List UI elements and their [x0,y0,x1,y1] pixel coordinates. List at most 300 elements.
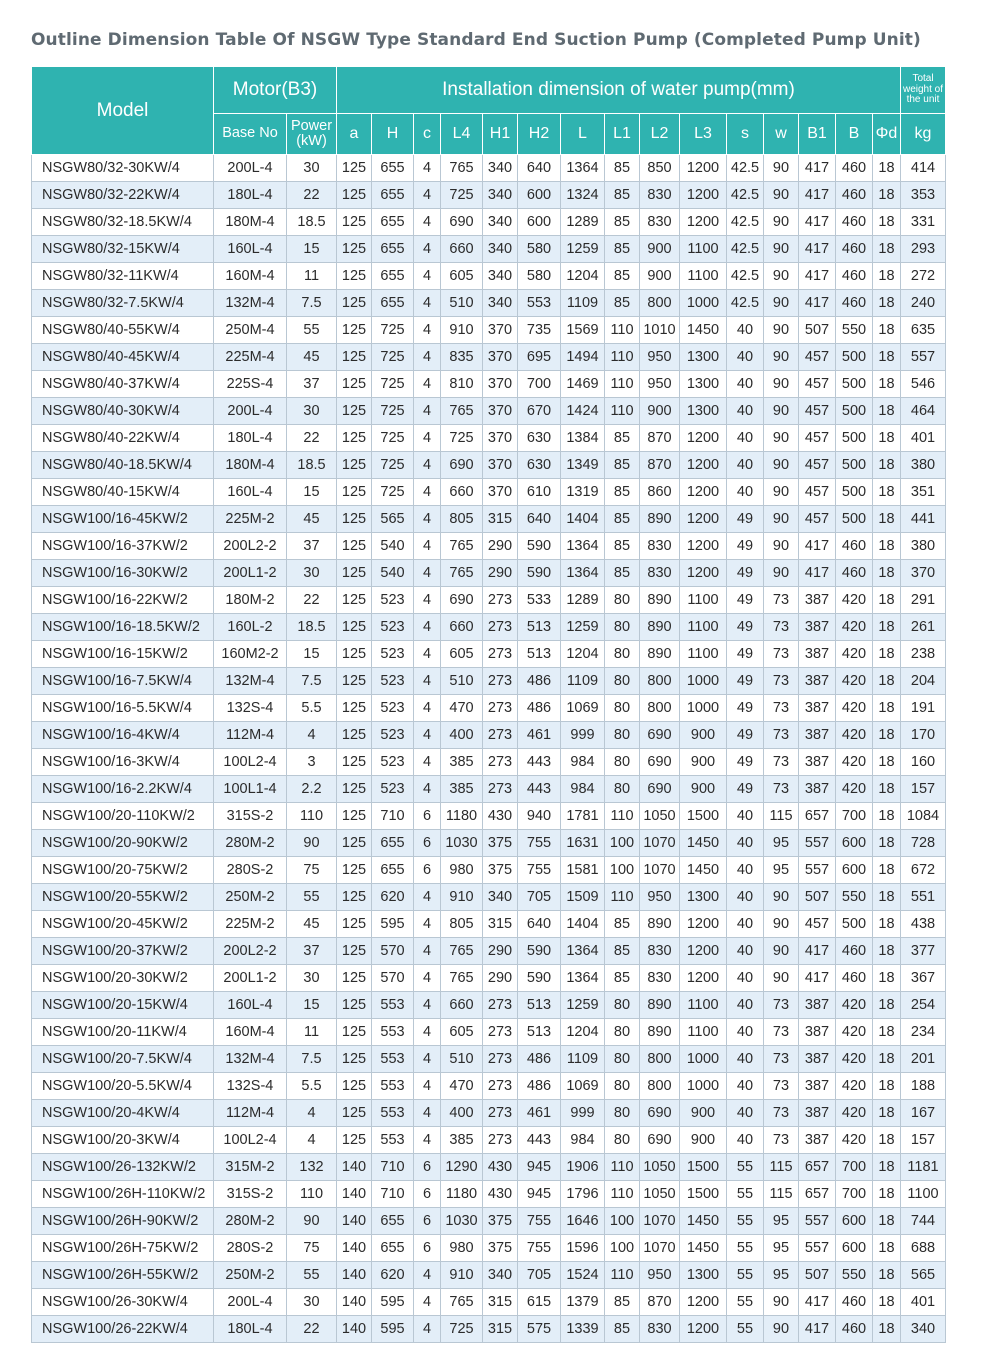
table-cell: 160M2-2 [214,641,287,668]
table-cell: 744 [901,1208,946,1235]
table-cell: 984 [561,749,605,776]
table-row [32,1235,946,1262]
table-cell: 600 [836,830,873,857]
table-cell: 100 [605,830,640,857]
table-cell: 340 [483,290,518,317]
table-cell: 615 [518,1289,561,1316]
table-cell: 18 [873,776,901,803]
table-cell: 280M-2 [214,830,287,857]
table-cell: 700 [518,371,561,398]
table-cell: 55 [287,1262,337,1289]
table-cell: 40 [727,1073,764,1100]
table-cell: 160M-4 [214,263,287,290]
table-cell: 80 [605,614,640,641]
table-cell: 18 [873,1289,901,1316]
header-dim: L1 [605,114,640,155]
table-cell: 600 [518,209,561,236]
table-cell: 90 [764,506,799,533]
table-cell: 290 [483,533,518,560]
table-cell: 49 [727,587,764,614]
table-cell: 900 [680,776,727,803]
table-cell: 657 [799,803,836,830]
table-cell: 73 [764,749,799,776]
table-cell: 755 [518,830,561,857]
table-cell: 18 [873,1046,901,1073]
table-cell: 4 [287,722,337,749]
table-cell: 1200 [680,938,727,965]
table-cell: 580 [518,263,561,290]
table-cell: 234 [901,1019,946,1046]
table-row [32,641,946,668]
table-cell: 457 [799,479,836,506]
table-cell: 90 [764,452,799,479]
table-cell: 725 [372,425,414,452]
table-cell: 160M-4 [214,1019,287,1046]
table-cell: 18 [873,479,901,506]
table-cell: 557 [901,344,946,371]
table-cell: 200L2-2 [214,533,287,560]
header-dim: H1 [483,114,518,155]
table-cell: 22 [287,425,337,452]
table-cell: 523 [372,749,414,776]
table-cell: 85 [605,1316,640,1343]
table-cell: 1030 [441,1208,483,1235]
table-cell: 553 [372,1046,414,1073]
model-cell: NSGW80/32-30KW/4 [32,155,214,182]
table-row [32,722,946,749]
table-cell: 513 [518,992,561,1019]
table-cell: 500 [836,452,873,479]
table-cell: 1070 [640,830,680,857]
table-cell: 315 [483,506,518,533]
model-cell: NSGW80/40-30KW/4 [32,398,214,425]
table-cell: 238 [901,641,946,668]
table-cell: 580 [518,236,561,263]
model-cell: NSGW100/16-5.5KW/4 [32,695,214,722]
table-cell: 1364 [561,938,605,965]
table-cell: 125 [337,911,372,938]
table-cell: 90 [764,965,799,992]
table-cell: 125 [337,317,372,344]
table-cell: 85 [605,479,640,506]
table-cell: 1259 [561,614,605,641]
table-cell: 30 [287,398,337,425]
table-cell: 160L-2 [214,614,287,641]
table-cell: 18 [873,155,901,182]
header-dim: Φd [873,114,901,155]
table-cell: 590 [518,965,561,992]
model-cell: NSGW100/20-30KW/2 [32,965,214,992]
table-cell: 90 [764,155,799,182]
table-cell: 4 [414,560,441,587]
table-cell: 375 [483,1235,518,1262]
table-cell: 655 [372,155,414,182]
table-cell: 7.5 [287,1046,337,1073]
table-cell: 387 [799,641,836,668]
table-cell: 132S-4 [214,695,287,722]
model-cell: NSGW100/16-37KW/2 [32,533,214,560]
table-cell: 1200 [680,452,727,479]
table-cell: 900 [640,236,680,263]
table-cell: 565 [372,506,414,533]
table-cell: 420 [836,722,873,749]
table-cell: 4 [414,722,441,749]
table-cell: 18 [873,938,901,965]
table-cell: 999 [561,722,605,749]
table-cell: 55 [727,1208,764,1235]
table-cell: 1200 [680,911,727,938]
table-cell: 37 [287,938,337,965]
table-cell: 420 [836,614,873,641]
table-cell: 4 [287,1127,337,1154]
table-cell: 890 [640,587,680,614]
table-cell: 250M-2 [214,1262,287,1289]
header-dim: H2 [518,114,561,155]
table-cell: 95 [764,1208,799,1235]
model-cell: NSGW100/16-7.5KW/4 [32,668,214,695]
table-cell: 80 [605,749,640,776]
table-cell: 125 [337,776,372,803]
table-cell: 80 [605,641,640,668]
table-cell: 655 [372,290,414,317]
table-cell: 273 [483,695,518,722]
table-cell: 523 [372,722,414,749]
model-cell: NSGW100/26-30KW/4 [32,1289,214,1316]
table-cell: 4 [414,641,441,668]
table-cell: 18 [873,1127,901,1154]
table-row [32,317,946,344]
table-cell: 513 [518,1019,561,1046]
table-cell: 1581 [561,857,605,884]
table-cell: 700 [836,1181,873,1208]
table-cell: 100 [605,857,640,884]
table-cell: 1300 [680,398,727,425]
table-cell: 340 [483,1262,518,1289]
table-cell: 620 [372,1262,414,1289]
table-cell: 900 [640,263,680,290]
table-cell: 73 [764,1073,799,1100]
table-cell: 630 [518,452,561,479]
table-cell: 1070 [640,1208,680,1235]
table-cell: 700 [836,803,873,830]
table-cell: 500 [836,398,873,425]
table-cell: 387 [799,1100,836,1127]
table-cell: 157 [901,776,946,803]
table-cell: 570 [372,938,414,965]
table-cell: 385 [441,776,483,803]
table-cell: 112M-4 [214,1100,287,1127]
table-cell: 125 [337,425,372,452]
table-row [32,1181,946,1208]
table-cell: 690 [640,1100,680,1127]
table-cell: 22 [287,587,337,614]
table-cell: 95 [764,1262,799,1289]
table-cell: 1181 [901,1154,946,1181]
table-cell: 830 [640,533,680,560]
table-cell: 387 [799,1127,836,1154]
table-cell: 387 [799,992,836,1019]
table-cell: 293 [901,236,946,263]
table-cell: 125 [337,209,372,236]
table-row [32,533,946,560]
table-cell: 375 [483,830,518,857]
model-cell: NSGW100/20-3KW/4 [32,1127,214,1154]
table-cell: 140 [337,1289,372,1316]
table-cell: 550 [836,1262,873,1289]
model-cell: NSGW100/16-15KW/2 [32,641,214,668]
table-cell: 132M-4 [214,290,287,317]
table-cell: 830 [640,938,680,965]
table-cell: 273 [483,1046,518,1073]
table-cell: 90 [764,236,799,263]
table-cell: 457 [799,452,836,479]
table-cell: 80 [605,695,640,722]
table-cell: 400 [441,1100,483,1127]
table-cell: 1500 [680,803,727,830]
table-cell: 1109 [561,1046,605,1073]
table-cell: 655 [372,1235,414,1262]
table-cell: 18.5 [287,209,337,236]
table-cell: 1204 [561,641,605,668]
table-row [32,965,946,992]
table-cell: 460 [836,155,873,182]
table-cell: 830 [640,965,680,992]
table-cell: 513 [518,614,561,641]
table-cell: 85 [605,938,640,965]
table-cell: 640 [518,506,561,533]
table-cell: 600 [836,1235,873,1262]
table-cell: 49 [727,641,764,668]
table-cell: 830 [640,182,680,209]
table-cell: 18 [873,425,901,452]
table-cell: 18 [873,1154,901,1181]
table-cell: 49 [727,776,764,803]
table-cell: 273 [483,641,518,668]
table-cell: 1364 [561,560,605,587]
table-cell: 11 [287,263,337,290]
table-cell: 340 [901,1316,946,1343]
table-cell: 132S-4 [214,1073,287,1100]
table-cell: 140 [337,1262,372,1289]
table-cell: 640 [518,155,561,182]
table-cell: 1500 [680,1154,727,1181]
table-row [32,749,946,776]
table-cell: 1364 [561,155,605,182]
table-cell: 18 [873,668,901,695]
header-dim: w [764,114,799,155]
table-cell: 1010 [640,317,680,344]
table-cell: 4 [414,1289,441,1316]
table-row [32,263,946,290]
table-cell: 272 [901,263,946,290]
table-cell: 254 [901,992,946,1019]
table-cell: 18 [873,1073,901,1100]
table-cell: 420 [836,641,873,668]
table-cell: 201 [901,1046,946,1073]
table-cell: 5.5 [287,1073,337,1100]
table-cell: 460 [836,965,873,992]
table-cell: 90 [287,830,337,857]
model-cell: NSGW80/40-18.5KW/4 [32,452,214,479]
table-cell: 385 [441,1127,483,1154]
table-cell: 95 [764,830,799,857]
table-cell: 655 [372,209,414,236]
table-cell: 42.5 [727,209,764,236]
table-cell: 85 [605,182,640,209]
table-cell: 100 [605,1235,640,1262]
model-cell: NSGW100/20-5.5KW/4 [32,1073,214,1100]
table-cell: 705 [518,1262,561,1289]
table-cell: 85 [605,1289,640,1316]
table-cell: 805 [441,506,483,533]
table-cell: 4 [414,236,441,263]
table-cell: 40 [727,1100,764,1127]
table-cell: 37 [287,533,337,560]
table-cell: 125 [337,992,372,1019]
table-cell: 273 [483,992,518,1019]
table-cell: 30 [287,1289,337,1316]
table-cell: 85 [605,425,640,452]
table-cell: 167 [901,1100,946,1127]
table-cell: 315 [483,911,518,938]
table-cell: 401 [901,1289,946,1316]
table-cell: 90 [764,479,799,506]
table-cell: 225M-2 [214,506,287,533]
table-cell: 40 [727,884,764,911]
table-cell: 273 [483,749,518,776]
table-cell: 755 [518,857,561,884]
table-cell: 273 [483,668,518,695]
table-cell: 387 [799,614,836,641]
table-cell: 125 [337,1019,372,1046]
table-cell: 30 [287,560,337,587]
table-cell: 765 [441,965,483,992]
table-cell: 55 [727,1289,764,1316]
table-cell: 1290 [441,1154,483,1181]
table-row [32,398,946,425]
table-cell: 984 [561,1127,605,1154]
table-row [32,1127,946,1154]
table-cell: 18 [873,236,901,263]
table-cell: 945 [518,1154,561,1181]
table-cell: 18 [873,506,901,533]
table-cell: 830 [640,560,680,587]
table-cell: 655 [372,182,414,209]
table-cell: 464 [901,398,946,425]
table-cell: 1050 [640,1181,680,1208]
table-cell: 830 [640,209,680,236]
table-cell: 387 [799,587,836,614]
page-title: Outline Dimension Table Of NSGW Type Standard End Suction Pump (Completed Pump Unit) [31,30,921,50]
model-cell: NSGW100/26H-75KW/2 [32,1235,214,1262]
table-cell: 457 [799,398,836,425]
table-cell: 18 [873,317,901,344]
header-dim: B1 [799,114,836,155]
table-cell: 80 [605,587,640,614]
table-cell: 672 [901,857,946,884]
table-cell: 640 [518,911,561,938]
table-cell: 690 [441,452,483,479]
table-cell: 710 [372,1154,414,1181]
table-cell: 73 [764,992,799,1019]
model-cell: NSGW80/40-37KW/4 [32,371,214,398]
table-cell: 380 [901,452,946,479]
table-cell: 710 [372,1181,414,1208]
table-cell: 1450 [680,317,727,344]
table-cell: 590 [518,560,561,587]
table-cell: 570 [372,965,414,992]
table-cell: 890 [640,992,680,1019]
table-cell: 605 [441,1019,483,1046]
table-row [32,1073,946,1100]
table-cell: 557 [799,857,836,884]
table-cell: 37 [287,371,337,398]
table-row [32,776,946,803]
table-cell: 387 [799,1073,836,1100]
table-cell: 6 [414,1181,441,1208]
table-cell: 1781 [561,803,605,830]
table-cell: 132M-4 [214,668,287,695]
table-cell: 200L1-2 [214,560,287,587]
table-cell: 377 [901,938,946,965]
table-cell: 73 [764,641,799,668]
table-cell: 420 [836,1127,873,1154]
table-cell: 90 [764,938,799,965]
table-cell: 765 [441,398,483,425]
table-cell: 273 [483,587,518,614]
table-cell: 890 [640,1019,680,1046]
table-cell: 945 [518,1181,561,1208]
table-cell: 132M-4 [214,1046,287,1073]
table-cell: 180M-4 [214,452,287,479]
table-cell: 22 [287,182,337,209]
table-cell: 315S-2 [214,1181,287,1208]
table-cell: 340 [483,155,518,182]
table-cell: 90 [764,182,799,209]
table-cell: 1450 [680,830,727,857]
table-cell: 443 [518,776,561,803]
table-cell: 18 [873,263,901,290]
table-cell: 457 [799,371,836,398]
table-cell: 49 [727,533,764,560]
table-cell: 461 [518,1100,561,1127]
table-cell: 4 [414,749,441,776]
table-cell: 125 [337,695,372,722]
table-cell: 725 [372,479,414,506]
table-cell: 900 [680,1100,727,1127]
table-cell: 110 [605,884,640,911]
table-cell: 387 [799,1019,836,1046]
table-cell: 546 [901,371,946,398]
table-cell: 4 [414,263,441,290]
table-cell: 42.5 [727,182,764,209]
table-cell: 4 [414,1316,441,1343]
table-cell: 225M-4 [214,344,287,371]
table-cell: 4 [414,398,441,425]
table-cell: 1300 [680,884,727,911]
table-row [32,695,946,722]
table-cell: 110 [605,1154,640,1181]
table-cell: 125 [337,965,372,992]
table-cell: 191 [901,695,946,722]
table-cell: 420 [836,992,873,1019]
table-cell: 486 [518,1046,561,1073]
table-cell: 510 [441,668,483,695]
table-cell: 315S-2 [214,803,287,830]
table-cell: 430 [483,1154,518,1181]
table-cell: 80 [605,1073,640,1100]
table-cell: 1404 [561,911,605,938]
